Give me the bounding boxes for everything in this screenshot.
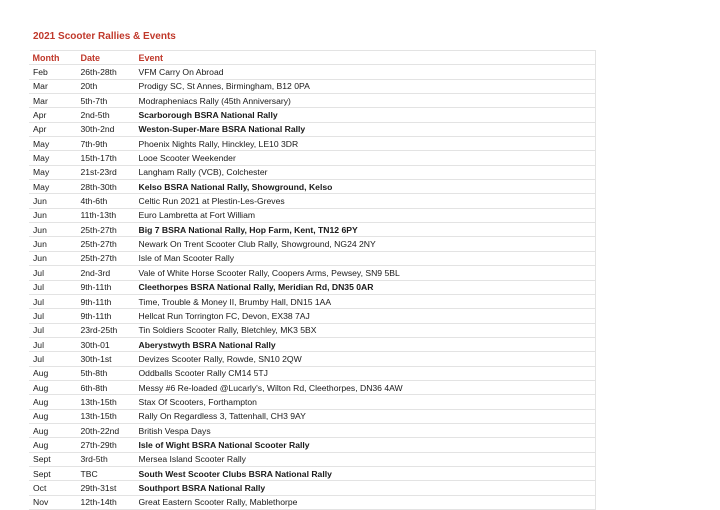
cell-event: Weston-Super-Mare BSRA National Rally [136, 122, 596, 136]
cell-event: Prodigy SC, St Annes, Birmingham, B12 0PA [136, 79, 596, 93]
column-header-month: Month [30, 51, 78, 65]
table-row [30, 438, 596, 452]
table-row [30, 251, 596, 265]
cell-month: Aug [30, 366, 78, 380]
table-row [30, 452, 596, 466]
cell-event: Langham Rally (VCB), Colchester [136, 165, 596, 179]
cell-month: Sept [30, 452, 78, 466]
cell-month: Aug [30, 438, 78, 452]
cell-month: Jul [30, 352, 78, 366]
cell-month: Aug [30, 409, 78, 423]
cell-date: 7th-9th [78, 137, 136, 151]
cell-date: 30th-2nd [78, 122, 136, 136]
cell-date: 25th-27th [78, 251, 136, 265]
cell-month: Jun [30, 237, 78, 251]
cell-date: 3rd-5th [78, 452, 136, 466]
events-table [29, 50, 596, 510]
cell-date: 5th-8th [78, 366, 136, 380]
table-header-row [30, 51, 596, 65]
cell-event: Aberystwyth BSRA National Rally [136, 337, 596, 351]
cell-event: Scarborough BSRA National Rally [136, 108, 596, 122]
table-row [30, 395, 596, 409]
cell-event: British Vespa Days [136, 423, 596, 437]
cell-event: Messy #6 Re-loaded @Lucarly's, Wilton Rd, Cleethorpes, DN36 4AW [136, 380, 596, 394]
cell-month: Mar [30, 79, 78, 93]
cell-date: 11th-13th [78, 208, 136, 222]
table-row [30, 294, 596, 308]
table-row [30, 165, 596, 179]
cell-month: Jul [30, 266, 78, 280]
cell-date: 13th-15th [78, 409, 136, 423]
cell-event: Tin Soldiers Scooter Rally, Bletchley, MK3 5BX [136, 323, 596, 337]
table-row [30, 481, 596, 495]
table-row [30, 366, 596, 380]
table-row [30, 309, 596, 323]
cell-date: 25th-27th [78, 223, 136, 237]
cell-month: Oct [30, 481, 78, 495]
column-header-date: Date [78, 51, 136, 65]
cell-event: Big 7 BSRA National Rally, Hop Farm, Kent, TN12 6PY [136, 223, 596, 237]
cell-date: TBC [78, 466, 136, 480]
table-row [30, 65, 596, 79]
table-row [30, 237, 596, 251]
cell-month: Nov [30, 495, 78, 509]
table-row [30, 380, 596, 394]
cell-date: 9th-11th [78, 309, 136, 323]
cell-date: 30th-1st [78, 352, 136, 366]
table-row [30, 108, 596, 122]
table-row [30, 194, 596, 208]
table-row [30, 122, 596, 136]
cell-event: Isle of Man Scooter Rally [136, 251, 596, 265]
table-row [30, 94, 596, 108]
cell-event: Mersea Island Scooter Rally [136, 452, 596, 466]
cell-month: Apr [30, 122, 78, 136]
cell-event: Rally On Regardless 3, Tattenhall, CH3 9AY [136, 409, 596, 423]
cell-event: Phoenix Nights Rally, Hinckley, LE10 3DR [136, 137, 596, 151]
cell-event: Great Eastern Scooter Rally, Mablethorpe [136, 495, 596, 509]
cell-month: May [30, 151, 78, 165]
cell-event: Cleethorpes BSRA National Rally, Meridian Rd, DN35 0AR [136, 280, 596, 294]
table-row [30, 409, 596, 423]
cell-date: 12th-14th [78, 495, 136, 509]
cell-event: Time, Trouble & Money II, Brumby Hall, DN15 1AA [136, 294, 596, 308]
cell-date: 13th-15th [78, 395, 136, 409]
column-header-event: Event [136, 51, 596, 65]
table-row [30, 352, 596, 366]
cell-event: Hellcat Run Torrington FC, Devon, EX38 7AJ [136, 309, 596, 323]
cell-month: Jul [30, 294, 78, 308]
cell-month: Sept [30, 466, 78, 480]
cell-date: 2nd-5th [78, 108, 136, 122]
cell-month: Aug [30, 380, 78, 394]
cell-month: May [30, 180, 78, 194]
table-row [30, 79, 596, 93]
cell-event: Newark On Trent Scooter Club Rally, Showground, NG24 2NY [136, 237, 596, 251]
cell-month: Apr [30, 108, 78, 122]
cell-date: 9th-11th [78, 294, 136, 308]
cell-event: Vale of White Horse Scooter Rally, Coopers Arms, Pewsey, SN9 5BL [136, 266, 596, 280]
cell-month: Jul [30, 323, 78, 337]
cell-month: Jul [30, 309, 78, 323]
cell-month: Jun [30, 223, 78, 237]
cell-date: 20th [78, 79, 136, 93]
cell-month: Jun [30, 194, 78, 208]
table-row [30, 137, 596, 151]
cell-event: South West Scooter Clubs BSRA National Rally [136, 466, 596, 480]
cell-date: 2nd-3rd [78, 266, 136, 280]
cell-date: 27th-29th [78, 438, 136, 452]
cell-event: Stax Of Scooters, Forthampton [136, 395, 596, 409]
cell-event: Isle of Wight BSRA National Scooter Rally [136, 438, 596, 452]
cell-event: Modrapheniacs Rally (45th Anniversary) [136, 94, 596, 108]
cell-event: Kelso BSRA National Rally, Showground, Kelso [136, 180, 596, 194]
cell-date: 29th-31st [78, 481, 136, 495]
cell-month: May [30, 165, 78, 179]
cell-date: 5th-7th [78, 94, 136, 108]
cell-month: Aug [30, 423, 78, 437]
cell-date: 26th-28th [78, 65, 136, 79]
cell-month: Mar [30, 94, 78, 108]
cell-date: 6th-8th [78, 380, 136, 394]
table-row [30, 323, 596, 337]
cell-date: 21st-23rd [78, 165, 136, 179]
cell-date: 28th-30th [78, 180, 136, 194]
cell-event: Southport BSRA National Rally [136, 481, 596, 495]
cell-month: May [30, 137, 78, 151]
cell-event: Looe Scooter Weekender [136, 151, 596, 165]
table-row [30, 495, 596, 509]
table-row [30, 423, 596, 437]
cell-date: 4th-6th [78, 194, 136, 208]
table-row [30, 151, 596, 165]
cell-date: 23rd-25th [78, 323, 136, 337]
table-row [30, 466, 596, 480]
cell-date: 30th-01 [78, 337, 136, 351]
cell-date: 15th-17th [78, 151, 136, 165]
table-row [30, 208, 596, 222]
cell-month: Aug [30, 395, 78, 409]
cell-month: Jun [30, 251, 78, 265]
cell-month: Jul [30, 280, 78, 294]
cell-month: Feb [30, 65, 78, 79]
table-row [30, 266, 596, 280]
cell-event: Euro Lambretta at Fort William [136, 208, 596, 222]
cell-event: Oddballs Scooter Rally CM14 5TJ [136, 366, 596, 380]
table-row [30, 337, 596, 351]
cell-event: VFM Carry On Abroad [136, 65, 596, 79]
cell-month: Jul [30, 337, 78, 351]
cell-date: 9th-11th [78, 280, 136, 294]
cell-date: 20th-22nd [78, 423, 136, 437]
table-row [30, 223, 596, 237]
cell-event: Devizes Scooter Rally, Rowde, SN10 2QW [136, 352, 596, 366]
cell-event: Celtic Run 2021 at Plestin-Les-Greves [136, 194, 596, 208]
table-row [30, 280, 596, 294]
table-row [30, 180, 596, 194]
page-title: 2021 Scooter Rallies & Events [33, 31, 176, 42]
events-table-body [30, 65, 596, 510]
cell-date: 25th-27th [78, 237, 136, 251]
cell-month: Jun [30, 208, 78, 222]
